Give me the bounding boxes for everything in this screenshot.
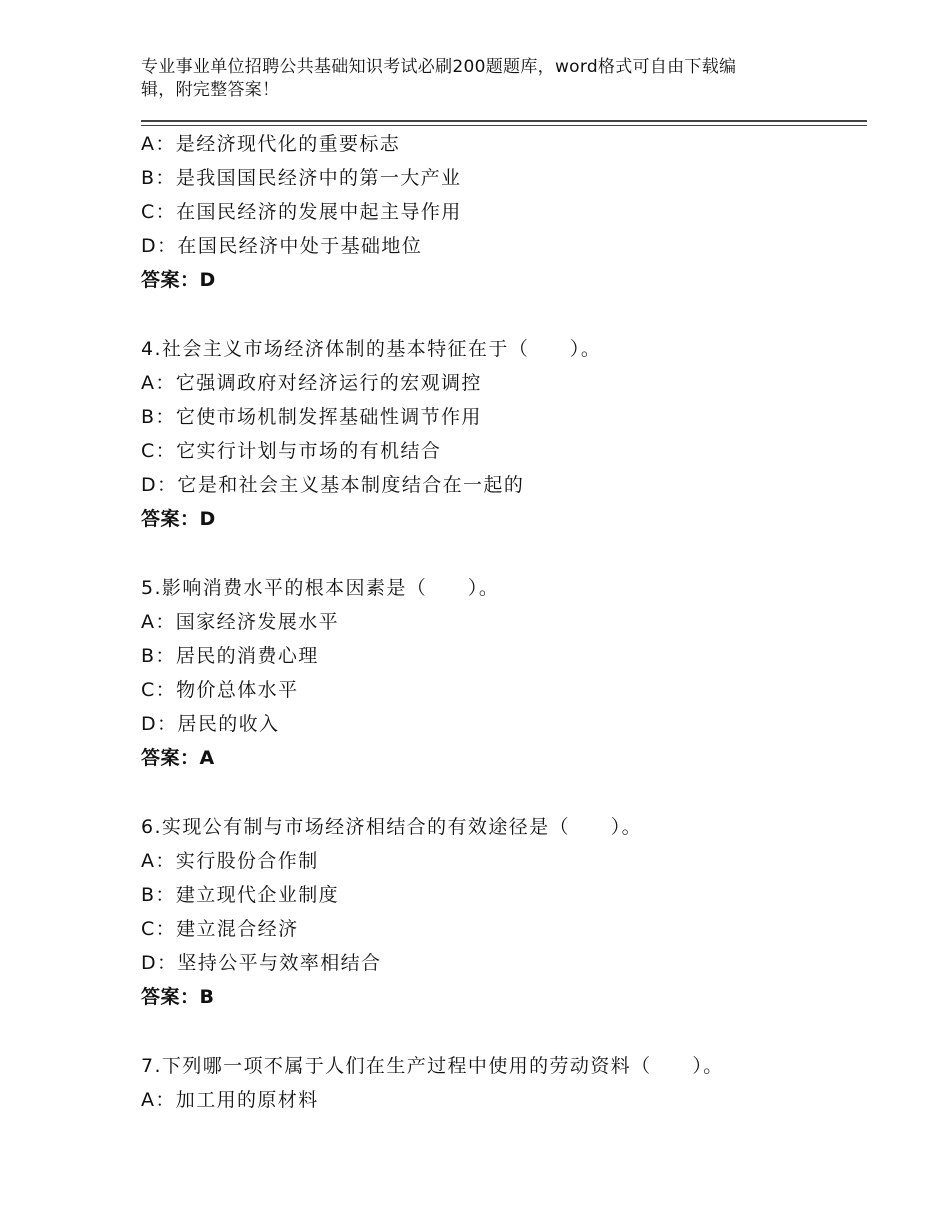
document-header — [141, 56, 791, 102]
question-block-partial — [141, 127, 867, 297]
option-a: A：是经济现代化的重要标志 — [141, 133, 401, 155]
option-b: B：它使市场机制发挥基础性调节作用 — [141, 406, 482, 428]
option-b: B：是我国国民经济中的第一大产业 — [141, 167, 462, 189]
option-d: D：在国民经济中处于基础地位 — [141, 235, 423, 257]
option-b: B：居民的消费心理 — [141, 645, 319, 667]
header-divider-thin — [141, 125, 867, 126]
answer-line: 答案：A — [141, 747, 215, 769]
question-stem: 7.下列哪一项不属于人们在生产过程中使用的劳动资料（ ）。 — [141, 1055, 724, 1077]
header-divider-thick — [141, 120, 867, 122]
question-stem: 4.社会主义市场经济体制的基本特征在于（ ）。 — [141, 338, 602, 360]
question-stem: 6.实现公有制与市场经济相结合的有效途径是（ ）。 — [141, 816, 643, 838]
header-line-1: 专业事业单位招聘公共基础知识考试必刷200题题库，word格式可自由下载编 — [141, 57, 737, 77]
option-a: A：它强调政府对经济运行的宏观调控 — [141, 372, 482, 394]
answer-line: 答案：B — [141, 986, 215, 1008]
question-stem: 5.影响消费水平的根本因素是（ ）。 — [141, 577, 500, 599]
option-c: C：建立混合经济 — [141, 918, 299, 940]
option-b: B：建立现代企业制度 — [141, 884, 340, 906]
question-list — [141, 127, 867, 1117]
answer-line: 答案：D — [141, 269, 216, 291]
option-a: A：加工用的原材料 — [141, 1089, 319, 1111]
answer-line: 答案：D — [141, 508, 216, 530]
option-a: A：实行股份合作制 — [141, 850, 319, 872]
question-block-7 — [141, 1049, 867, 1117]
option-a: A：国家经济发展水平 — [141, 611, 339, 633]
question-block-6 — [141, 810, 867, 1014]
question-block-4 — [141, 332, 867, 536]
option-d: D：坚持公平与效率相结合 — [141, 952, 382, 974]
option-d: D：居民的收入 — [141, 713, 280, 735]
question-block-5 — [141, 571, 867, 775]
option-d: D：它是和社会主义基本制度结合在一起的 — [141, 474, 525, 496]
option-c: C：在国民经济的发展中起主导作用 — [141, 201, 462, 223]
header-line-2: 辑，附完整答案！ — [141, 80, 280, 100]
option-c: C：物价总体水平 — [141, 679, 299, 701]
option-c: C：它实行计划与市场的有机结合 — [141, 440, 442, 462]
